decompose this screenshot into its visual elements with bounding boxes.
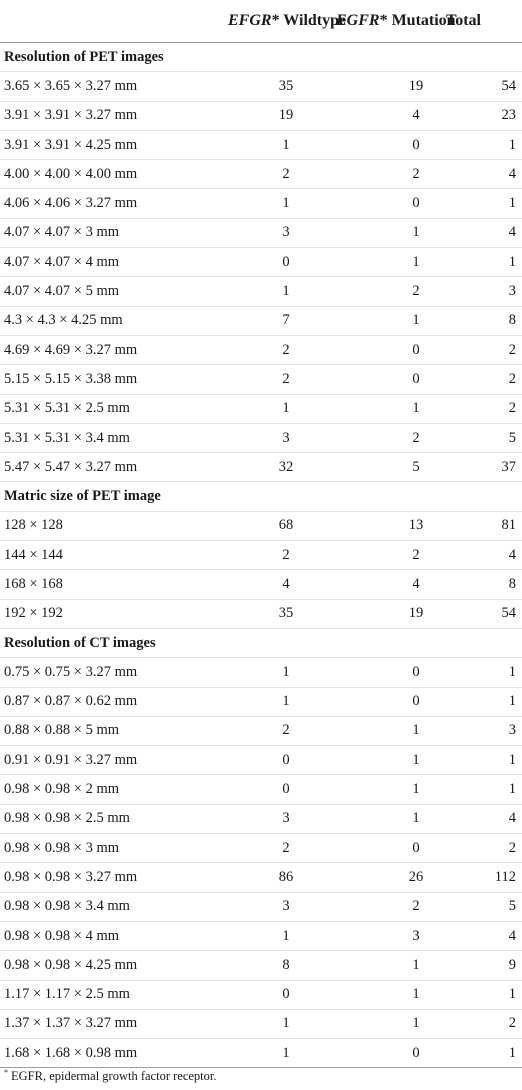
header-total: Total — [446, 0, 522, 43]
wildtype-count: 1 — [214, 130, 330, 159]
total-count: 4 — [446, 541, 522, 570]
mutation-count: 13 — [330, 511, 446, 540]
table-row — [0, 248, 522, 277]
wildtype-count: 2 — [214, 834, 330, 863]
mutation-count: 2 — [330, 277, 446, 306]
row-label: 4.00 × 4.00 × 4.00 mm — [0, 160, 214, 189]
mutation-count: 1 — [330, 394, 446, 423]
wildtype-count: 32 — [214, 453, 330, 482]
mutation-count: 1 — [330, 248, 446, 277]
row-label: 0.98 × 0.98 × 4.25 mm — [0, 951, 214, 980]
row-label: 0.88 × 0.88 × 5 mm — [0, 716, 214, 745]
section-header-row — [0, 628, 522, 657]
mutation-count: 5 — [330, 453, 446, 482]
mutation-count: 4 — [330, 101, 446, 130]
table-row — [0, 189, 522, 218]
mutation-count: 1 — [330, 980, 446, 1009]
table-row — [0, 365, 522, 394]
table-row — [0, 980, 522, 1009]
row-label: 4.06 × 4.06 × 3.27 mm — [0, 189, 214, 218]
row-label: 0.75 × 0.75 × 3.27 mm — [0, 658, 214, 687]
total-count: 2 — [446, 834, 522, 863]
section-title: Matric size of PET image — [0, 482, 522, 511]
row-label: 0.98 × 0.98 × 3 mm — [0, 834, 214, 863]
total-count: 37 — [446, 453, 522, 482]
row-label: 192 × 192 — [0, 599, 214, 628]
table-header — [0, 0, 522, 43]
section-title: Resolution of PET images — [0, 43, 522, 72]
mutation-count: 0 — [330, 834, 446, 863]
row-label: 0.98 × 0.98 × 3.4 mm — [0, 892, 214, 921]
mutation-count: 1 — [330, 1009, 446, 1038]
wildtype-count: 68 — [214, 511, 330, 540]
table-row — [0, 218, 522, 247]
table-row — [0, 716, 522, 745]
table-row — [0, 570, 522, 599]
wildtype-count: 2 — [214, 541, 330, 570]
total-count: 2 — [446, 335, 522, 364]
table-row — [0, 541, 522, 570]
header-row — [0, 0, 522, 43]
table-row — [0, 394, 522, 423]
wildtype-count: 2 — [214, 716, 330, 745]
table-row — [0, 863, 522, 892]
total-count: 54 — [446, 599, 522, 628]
total-count: 4 — [446, 804, 522, 833]
table-row — [0, 746, 522, 775]
total-count: 2 — [446, 365, 522, 394]
total-count: 1 — [446, 687, 522, 716]
mutation-count: 1 — [330, 804, 446, 833]
wildtype-count: 2 — [214, 160, 330, 189]
mutation-count: 0 — [330, 189, 446, 218]
row-label: 144 × 144 — [0, 541, 214, 570]
total-count: 4 — [446, 218, 522, 247]
wildtype-count: 2 — [214, 365, 330, 394]
mutation-count: 1 — [330, 306, 446, 335]
footnote-text: EGFR, epidermal growth factor receptor. — [11, 1069, 217, 1084]
total-count: 81 — [446, 511, 522, 540]
row-label: 1.17 × 1.17 × 2.5 mm — [0, 980, 214, 1009]
header-mutation — [330, 0, 456, 43]
total-count: 1 — [446, 775, 522, 804]
wildtype-count: 1 — [214, 394, 330, 423]
row-label: 128 × 128 — [0, 511, 214, 540]
row-label: 0.98 × 0.98 × 2 mm — [0, 775, 214, 804]
row-label: 5.47 × 5.47 × 3.27 mm — [0, 453, 214, 482]
mutation-count: 0 — [330, 687, 446, 716]
wildtype-count: 3 — [214, 218, 330, 247]
table-row — [0, 511, 522, 540]
wildtype-count: 1 — [214, 921, 330, 950]
total-count: 5 — [446, 423, 522, 452]
table-row — [0, 775, 522, 804]
row-label: 0.98 × 0.98 × 2.5 mm — [0, 804, 214, 833]
row-label: 5.15 × 5.15 × 3.38 mm — [0, 365, 214, 394]
header-wildtype-gene: EFGR — [228, 12, 272, 29]
wildtype-count: 1 — [214, 658, 330, 687]
mutation-count: 26 — [330, 863, 446, 892]
wildtype-count: 4 — [214, 570, 330, 599]
row-label: 3.65 × 3.65 × 3.27 mm — [0, 72, 214, 101]
total-count: 1 — [446, 980, 522, 1009]
wildtype-count: 1 — [214, 277, 330, 306]
total-count: 1 — [446, 746, 522, 775]
row-label: 4.3 × 4.3 × 4.25 mm — [0, 306, 214, 335]
total-count: 1 — [446, 658, 522, 687]
wildtype-count: 3 — [214, 892, 330, 921]
mutation-count: 0 — [330, 365, 446, 394]
table-body — [0, 43, 522, 1068]
wildtype-count: 35 — [214, 72, 330, 101]
total-count: 4 — [446, 160, 522, 189]
wildtype-count: 7 — [214, 306, 330, 335]
table-row — [0, 101, 522, 130]
mutation-count: 1 — [330, 716, 446, 745]
total-count: 3 — [446, 716, 522, 745]
row-label: 0.87 × 0.87 × 0.62 mm — [0, 687, 214, 716]
table-row — [0, 687, 522, 716]
wildtype-count: 35 — [214, 599, 330, 628]
table-row — [0, 130, 522, 159]
total-count: 23 — [446, 101, 522, 130]
row-label: 3.91 × 3.91 × 4.25 mm — [0, 130, 214, 159]
total-count: 1 — [446, 189, 522, 218]
mutation-count: 1 — [330, 775, 446, 804]
table-row — [0, 306, 522, 335]
table-row — [0, 804, 522, 833]
header-mutation-suffix: * Mutation — [379, 12, 456, 29]
footnote-marker: * — [4, 1068, 8, 1077]
mutation-count: 0 — [330, 335, 446, 364]
wildtype-count: 3 — [214, 804, 330, 833]
table-row — [0, 423, 522, 452]
row-label: 1.68 × 1.68 × 0.98 mm — [0, 1039, 214, 1068]
wildtype-count: 2 — [214, 335, 330, 364]
row-label: 5.31 × 5.31 × 3.4 mm — [0, 423, 214, 452]
row-label: 4.07 × 4.07 × 4 mm — [0, 248, 214, 277]
total-count: 2 — [446, 394, 522, 423]
wildtype-count: 0 — [214, 980, 330, 1009]
total-count: 3 — [446, 277, 522, 306]
total-count: 1 — [446, 130, 522, 159]
table-row — [0, 921, 522, 950]
mutation-count: 2 — [330, 160, 446, 189]
table-row — [0, 72, 522, 101]
total-count: 8 — [446, 306, 522, 335]
header-wildtype-suffix: * Wildtype — [271, 12, 347, 29]
total-count: 54 — [446, 72, 522, 101]
mutation-count: 4 — [330, 570, 446, 599]
table-row — [0, 1039, 522, 1068]
wildtype-count: 1 — [214, 189, 330, 218]
table-row — [0, 453, 522, 482]
header-mutation-gene: EGFR — [336, 12, 380, 29]
section-title: Resolution of CT images — [0, 628, 522, 657]
wildtype-count: 0 — [214, 775, 330, 804]
table-row — [0, 834, 522, 863]
table-row — [0, 277, 522, 306]
wildtype-count: 8 — [214, 951, 330, 980]
table-row — [0, 599, 522, 628]
mutation-count: 0 — [330, 658, 446, 687]
mutation-count: 19 — [330, 72, 446, 101]
wildtype-count: 0 — [214, 248, 330, 277]
mutation-count: 2 — [330, 541, 446, 570]
wildtype-count: 19 — [214, 101, 330, 130]
wildtype-count: 1 — [214, 687, 330, 716]
table-row — [0, 160, 522, 189]
section-header-row — [0, 43, 522, 72]
row-label: 3.91 × 3.91 × 3.27 mm — [0, 101, 214, 130]
wildtype-count: 1 — [214, 1009, 330, 1038]
table-row — [0, 1009, 522, 1038]
row-label: 0.98 × 0.98 × 4 mm — [0, 921, 214, 950]
total-count: 4 — [446, 921, 522, 950]
row-label: 4.07 × 4.07 × 3 mm — [0, 218, 214, 247]
total-count: 1 — [446, 248, 522, 277]
row-label: 0.98 × 0.98 × 3.27 mm — [0, 863, 214, 892]
footnote — [4, 1068, 217, 1084]
row-label: 1.37 × 1.37 × 3.27 mm — [0, 1009, 214, 1038]
total-count: 1 — [446, 1039, 522, 1068]
header-label-cell — [0, 0, 214, 43]
mutation-count: 1 — [330, 218, 446, 247]
row-label: 168 × 168 — [0, 570, 214, 599]
table-row — [0, 951, 522, 980]
row-label: 4.69 × 4.69 × 3.27 mm — [0, 335, 214, 364]
wildtype-count: 3 — [214, 423, 330, 452]
mutation-count: 1 — [330, 746, 446, 775]
total-count: 2 — [446, 1009, 522, 1038]
table-row — [0, 892, 522, 921]
total-count: 8 — [446, 570, 522, 599]
mutation-count: 2 — [330, 892, 446, 921]
section-header-row — [0, 482, 522, 511]
row-label: 0.91 × 0.91 × 3.27 mm — [0, 746, 214, 775]
mutation-count: 2 — [330, 423, 446, 452]
total-count: 9 — [446, 951, 522, 980]
mutation-count: 0 — [330, 130, 446, 159]
wildtype-count: 0 — [214, 746, 330, 775]
mutation-count: 0 — [330, 1039, 446, 1068]
row-label: 5.31 × 5.31 × 2.5 mm — [0, 394, 214, 423]
total-count: 5 — [446, 892, 522, 921]
wildtype-count: 1 — [214, 1039, 330, 1068]
header-wildtype — [214, 0, 347, 43]
mutation-count: 1 — [330, 951, 446, 980]
wildtype-count: 86 — [214, 863, 330, 892]
table-row — [0, 335, 522, 364]
table-row — [0, 658, 522, 687]
mutation-count: 3 — [330, 921, 446, 950]
row-label: 4.07 × 4.07 × 5 mm — [0, 277, 214, 306]
total-count: 112 — [446, 863, 522, 892]
mutation-count: 19 — [330, 599, 446, 628]
